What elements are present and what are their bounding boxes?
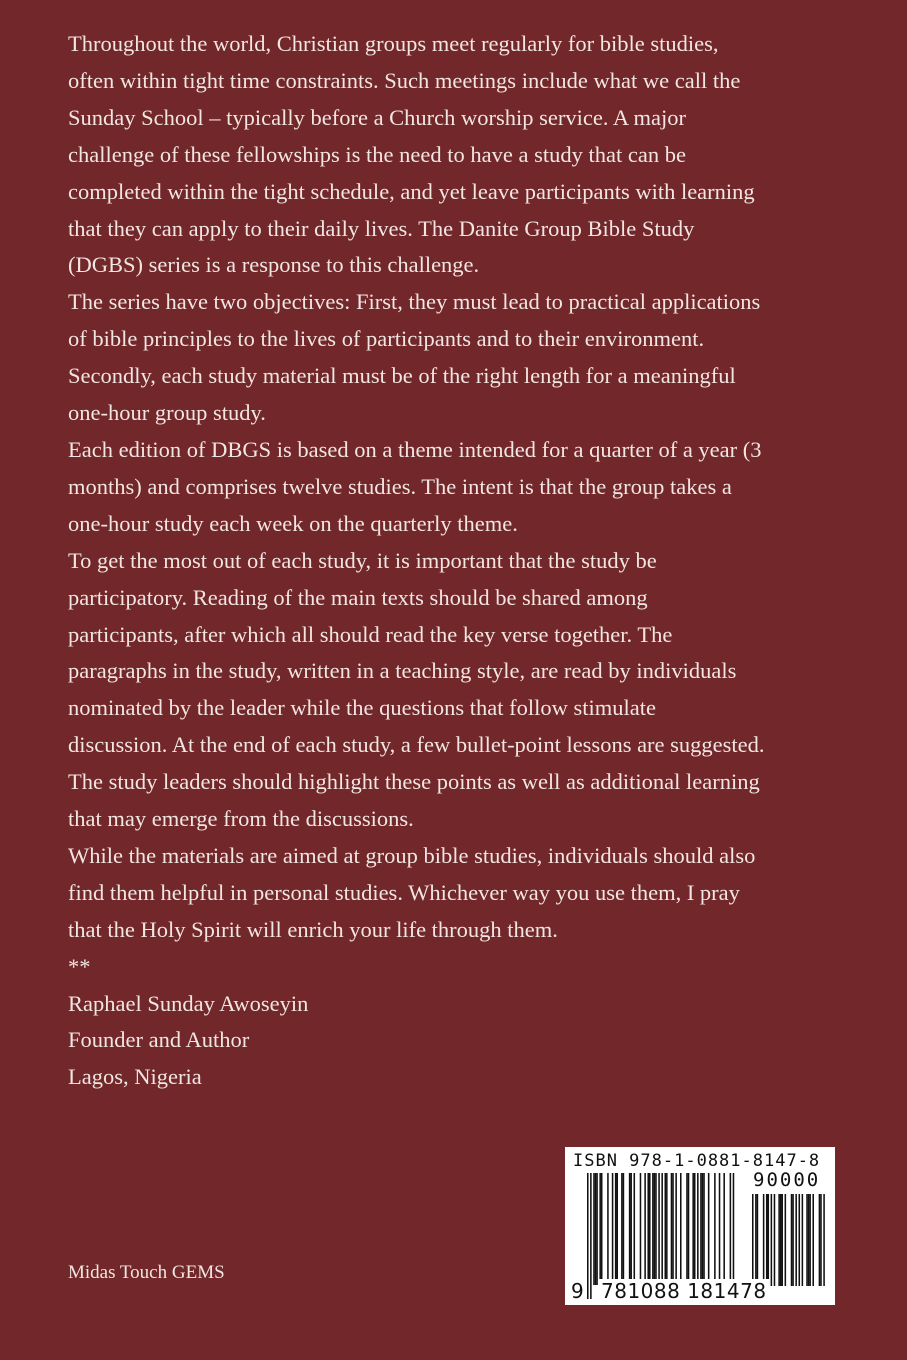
isbn-label: ISBN 978-1-0881-8147-8 [573,1151,821,1171]
barcode-bar [654,1173,656,1285]
text-line: Secondly, each study material must be of the right length for a meaningful [68,363,736,389]
barcode-bar [708,1173,710,1285]
addon-bar [791,1194,793,1286]
barcode-bar [599,1173,601,1285]
barcode-bar [634,1173,636,1285]
text-line: Each edition of DBGS is based on a theme intended for a quarter of a year (3 [68,436,762,462]
barcode-bar [587,1173,589,1299]
text-line: nominated by the leader while the questions that follow stimulate [68,695,656,721]
text-line: participatory. Reading of the main texts should be shared among [68,584,648,610]
barcode-bar [688,1173,690,1285]
text-line: often within tight time constraints. Such meetings include what we call the [68,67,741,93]
addon-bar [763,1194,765,1286]
text-line: The series have two objectives: First, they must lead to practical applications [68,289,761,315]
addon-bar [780,1194,782,1286]
barcode-bar [671,1173,673,1285]
barcode-bar [702,1173,704,1285]
text-line: paragraphs in the study, written in a teaching style, are read by individuals [68,658,737,684]
barcode-bar [686,1173,688,1285]
ean-first-digit: 9 [571,1279,584,1303]
barcode-bar [665,1173,667,1285]
barcode-bar [629,1173,631,1285]
barcode-bar [623,1173,625,1285]
barcode-bar [647,1173,649,1285]
addon-bar [812,1194,814,1286]
addon-bar [809,1194,811,1286]
addon-bar [757,1194,759,1286]
text-line: Throughout the world, Christian groups meet regularly for bible studies, [68,31,719,56]
text-line: While the materials are aimed at group bible studies, individuals should also [68,842,756,868]
barcode-bar [644,1173,646,1285]
barcode-bar [680,1173,682,1285]
barcode-bar [601,1173,603,1285]
addon-bar [766,1194,768,1286]
back-cover-text [68,26,765,1096]
text-line: find them helpful in personal studies. Whichever way you use them, I pray [68,879,740,905]
barcode-bar [697,1173,699,1285]
addon-bar [755,1194,757,1286]
addon-bar [774,1194,776,1286]
ean-digits: 781088 181478 [601,1279,767,1303]
barcode-bar [595,1173,597,1285]
isbn-barcode [565,1147,835,1305]
text-line: ** [68,953,91,979]
addon-bar [802,1194,804,1286]
text-line: completed within the tight schedule, and yet leave participants with learning [68,178,755,204]
barcode-bar [607,1173,609,1285]
text-line: Raphael Sunday Awoseyin [68,990,309,1016]
addon-bar [768,1194,770,1286]
text-line: discussion. At the end of each study, a few bullet-point lessons are suggested. [68,732,765,758]
text-line: The study leaders should highlight these points as well as additional learning [68,769,760,795]
text-line: (DGBS) series is a response to this challenge. [68,252,480,278]
barcode-bar [675,1173,677,1285]
addon-bar [795,1194,797,1286]
barcode-bar [616,1173,618,1285]
barcode-bar [666,1173,668,1285]
barcode-bar [655,1173,657,1285]
text-line: that the Holy Spirit will enrich your life through them. [68,916,558,942]
addon-bar [808,1194,810,1286]
addon-bar [819,1194,821,1286]
barcode-bar [615,1173,617,1285]
text-line: To get the most out of each study, it is important that the study be [68,547,657,573]
text-line: Founder and Author [68,1027,250,1053]
barcode-bar [700,1173,702,1285]
addon-bar [752,1194,754,1286]
barcode-bar [640,1173,642,1285]
addon-bar [785,1194,787,1286]
text-line: Lagos, Nigeria [68,1064,202,1090]
barcode-bar [692,1173,694,1285]
addon-bar [806,1194,808,1286]
text-line: one-hour study each week on the quarterly theme. [68,510,518,536]
barcode-bar [719,1173,721,1285]
barcode-bar [596,1173,598,1285]
text-line: challenge of these fellowships is the need to have a study that can be [68,141,686,167]
addon-bar [823,1194,825,1286]
addon-bar [820,1194,822,1286]
addon-bar [799,1194,801,1286]
barcode-bar [621,1173,623,1285]
text-line: participants, after which all should read the key verse together. The [68,621,673,647]
text-line: one-hour group study. [68,400,266,426]
barcode-bar [672,1173,674,1285]
addon-bar [792,1194,794,1286]
addon-bar [771,1194,773,1286]
text-line: that they can apply to their daily lives. The Danite Group Bible Study [68,215,695,241]
addon-bar [781,1194,783,1286]
barcode-bar [652,1173,654,1285]
text-line: Sunday School – typically before a Church worship service. A major [68,104,686,130]
addon-number: 90000 [753,1169,821,1191]
publisher-name: Midas Touch GEMS [68,1262,225,1283]
barcode-bar [714,1173,716,1285]
barcode-bar [723,1173,725,1285]
barcode-bar [593,1173,595,1285]
text-line: months) and comprises twelve studies. The intent is that the group takes a [68,473,732,499]
text-line: of bible principles to the lives of participants and to their environment. [68,326,705,352]
text-line: that may emerge from the discussions. [68,806,414,832]
barcode-bar [649,1173,651,1285]
addon-bar [778,1194,780,1286]
barcode-bar [590,1173,592,1299]
barcode-bar [630,1173,632,1285]
barcode-bar [694,1173,696,1285]
barcode-bar [612,1173,614,1285]
barcode-bar [703,1173,705,1285]
